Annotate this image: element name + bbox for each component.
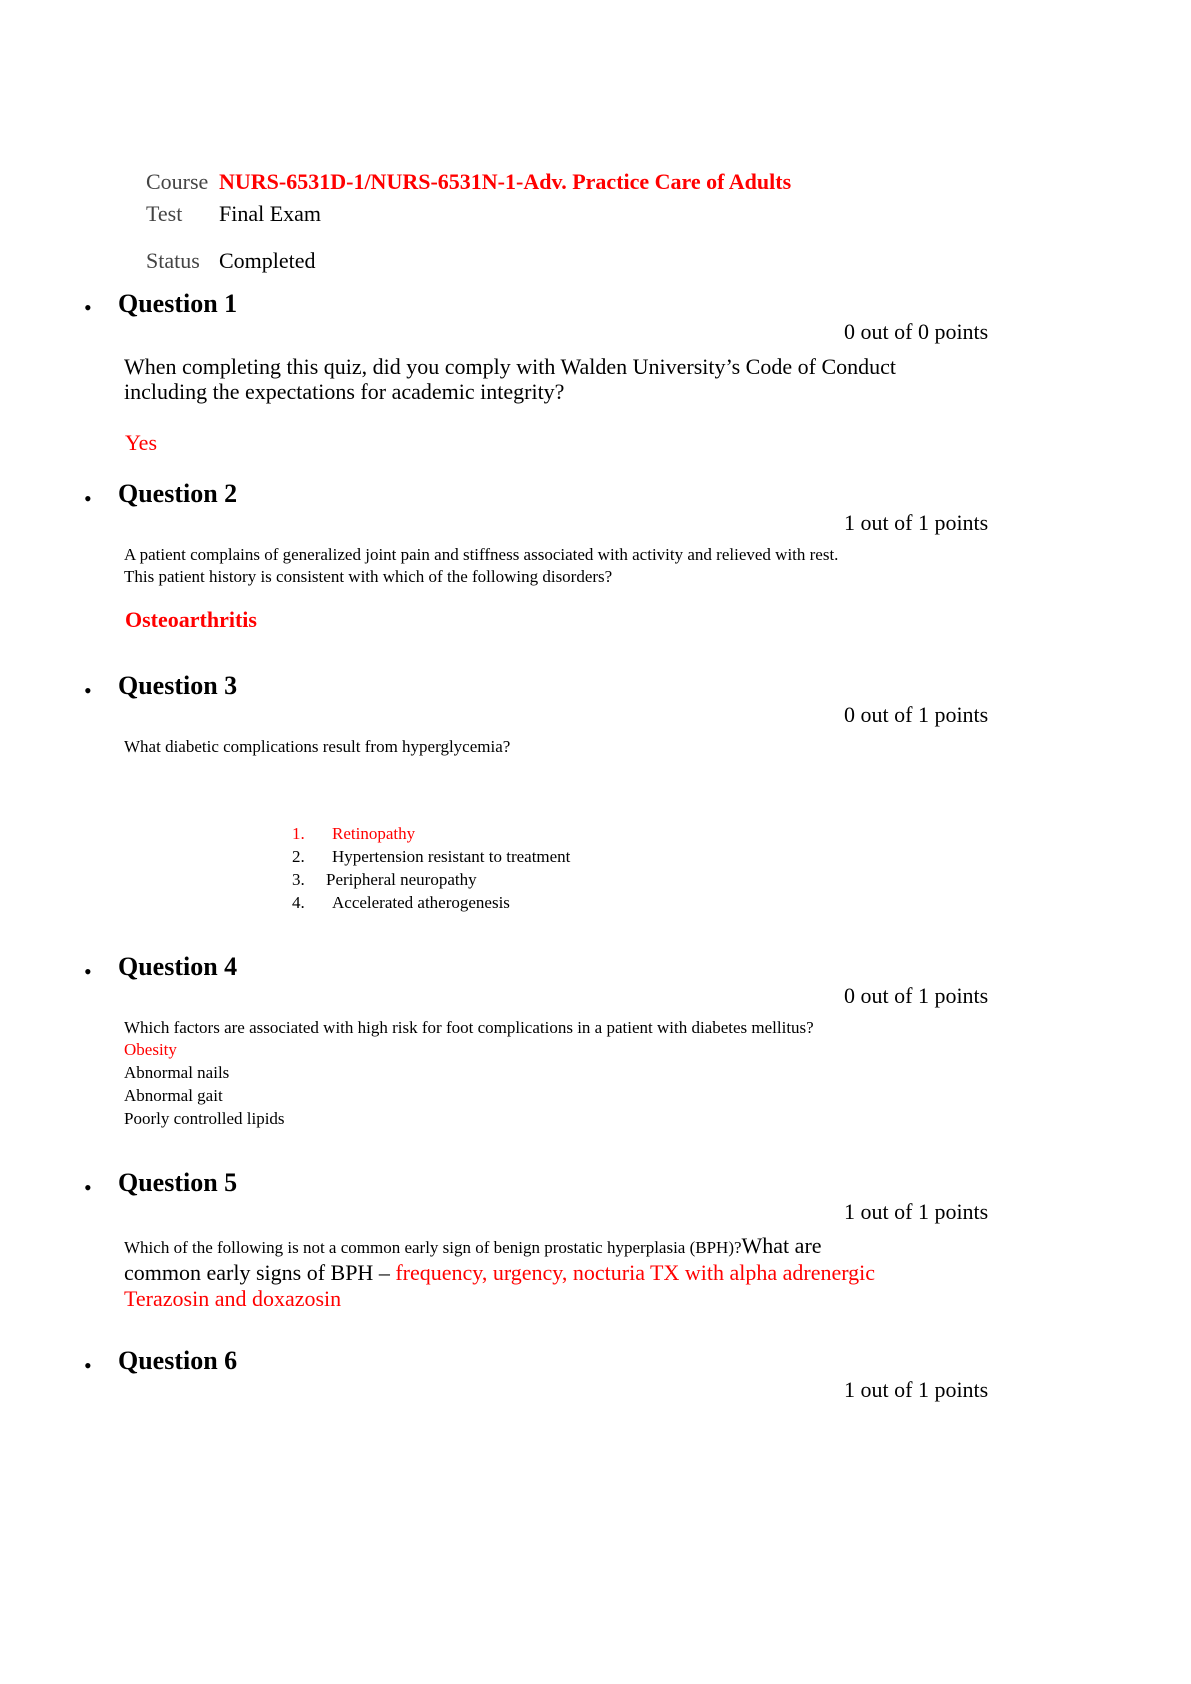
status-value: Completed — [219, 248, 316, 273]
question-text-large: What are — [741, 1233, 822, 1258]
question-text: What diabetic complications result from hyperglycemia? — [124, 737, 511, 756]
bullet-icon: • — [84, 959, 92, 984]
question-points: 0 out of 1 points — [844, 983, 989, 1008]
test-label: Test — [146, 201, 183, 226]
question-title: Question 4 — [118, 952, 238, 981]
question-text: When completing this quiz, did you comply with Walden University’s Code of Conduct — [124, 354, 896, 379]
answer-prefix: common early signs of BPH – — [124, 1260, 396, 1285]
question-title: Question 5 — [118, 1168, 238, 1197]
list-item — [292, 845, 570, 868]
option-label: Accelerated atherogenesis — [332, 893, 510, 912]
question-title: Question 3 — [118, 671, 238, 700]
list-item: Abnormal gait — [124, 1086, 223, 1105]
option-list — [292, 822, 570, 914]
bullet-icon: • — [84, 295, 92, 320]
answer-line: Terazosin and doxazosin — [124, 1286, 342, 1311]
bullet-icon: • — [84, 1175, 92, 1200]
question-text: This patient history is consistent with which of the following disorders? — [124, 567, 613, 586]
status-label: Status — [146, 248, 200, 273]
answer-text: frequency, urgency, nocturia TX with alpha adrenergic — [395, 1260, 876, 1285]
option-number: 2. — [292, 847, 305, 866]
question-answer: Yes — [125, 430, 158, 455]
question-points: 1 out of 1 points — [844, 1377, 989, 1402]
option-number: 3. — [292, 870, 305, 889]
option-label: Hypertension resistant to treatment — [332, 847, 571, 866]
option-label: Peripheral neuropathy — [326, 870, 477, 889]
list-item: Abnormal nails — [124, 1063, 230, 1082]
option-list — [124, 1038, 285, 1130]
course-label: Course — [146, 169, 209, 194]
option-number: 4. — [292, 893, 305, 912]
answer-line — [124, 1259, 875, 1286]
question-text-small: Which of the following is not a common early sign of benign prostatic hyperplasia (BPH)? — [124, 1238, 742, 1257]
bullet-icon: • — [84, 678, 92, 703]
list-item: Obesity — [124, 1040, 177, 1059]
question-points: 0 out of 0 points — [844, 319, 989, 344]
question-points: 1 out of 1 points — [844, 1199, 989, 1224]
list-item — [292, 891, 570, 914]
question-title: Question 6 — [118, 1346, 238, 1375]
bullet-icon: • — [84, 1353, 92, 1378]
option-number: 1. — [292, 824, 305, 843]
question-text: A patient complains of generalized joint pain and stiffness associated with activity and relieved with rest. — [124, 545, 839, 564]
question-answer: Osteoarthritis — [125, 607, 257, 632]
list-item — [292, 868, 570, 891]
question-points: 0 out of 1 points — [844, 702, 989, 727]
bullet-icon: • — [84, 486, 92, 511]
list-item: Poorly controlled lipids — [124, 1109, 285, 1128]
question-text: Which factors are associated with high risk for foot complications in a patient with diabetes mellitus? — [124, 1018, 814, 1037]
question-text: including the expectations for academic integrity? — [124, 379, 565, 404]
test-value: Final Exam — [219, 201, 322, 226]
list-item — [292, 822, 570, 845]
question-points: 1 out of 1 points — [844, 510, 989, 535]
question-text — [124, 1233, 822, 1259]
course-value: NURS-6531D-1/NURS-6531N-1-Adv. Practice Care of Adults — [219, 169, 792, 194]
question-title: Question 2 — [118, 479, 238, 508]
question-title: Question 1 — [118, 289, 238, 318]
option-label: Retinopathy — [332, 824, 416, 843]
